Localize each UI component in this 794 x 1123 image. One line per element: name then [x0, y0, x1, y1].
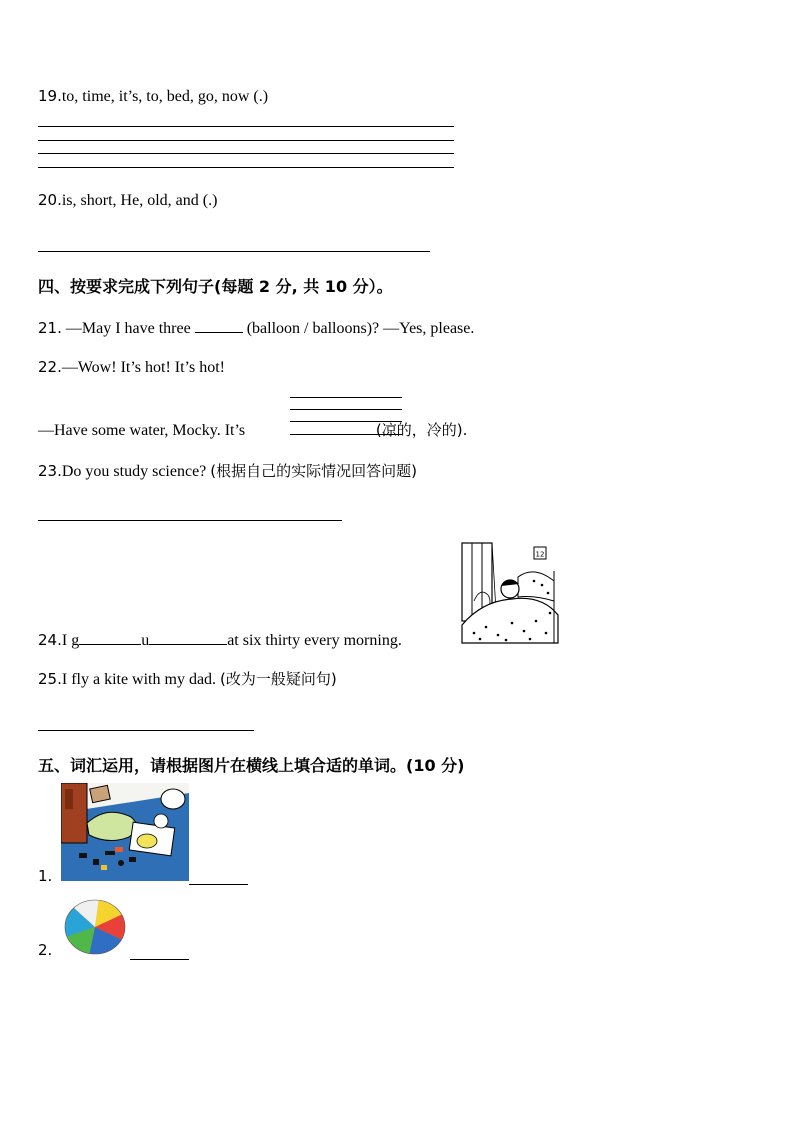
- answer-blank[interactable]: [79, 630, 141, 645]
- question-22-line2: —Have some water, Mocky. It’s (凉的，冷的).: [38, 421, 468, 439]
- question-number: 25.: [38, 670, 62, 688]
- answer-line[interactable]: [130, 959, 189, 960]
- question-number: 21.: [38, 319, 62, 337]
- question-number: 2.: [38, 941, 53, 959]
- section-heading: 四、按要求完成下列句子(每题 2 分, 共 10 分）。: [38, 277, 393, 296]
- vocab-item-1: [38, 869, 52, 885]
- question-text: to, time, it’s, to, bed, go, now (.): [61, 88, 269, 105]
- question-19: [38, 89, 268, 105]
- messy-room-picture: [61, 783, 189, 881]
- question-24: 24.I g u at six thirty every morning.: [38, 631, 402, 649]
- answer-line[interactable]: [38, 251, 430, 252]
- answer-line[interactable]: [290, 409, 402, 410]
- answer-line[interactable]: [189, 884, 248, 885]
- vocab-item-2: [38, 943, 52, 959]
- svg-text:12: 12: [535, 550, 545, 559]
- question-number: 1.: [38, 867, 53, 885]
- boy-in-bed-picture: [460, 541, 560, 645]
- question-22: 22.—Wow! It’s hot! It’s hot!: [38, 358, 225, 376]
- answer-line[interactable]: [38, 167, 454, 168]
- question-number: 20.: [38, 191, 62, 209]
- answer-line[interactable]: [38, 153, 454, 154]
- question-number: 23.: [38, 462, 62, 480]
- answer-blank[interactable]: [195, 318, 243, 333]
- answer-blank[interactable]: [149, 630, 227, 645]
- question-text: is, short, He, old, and (.): [61, 192, 218, 209]
- question-21: 21. —May I have three (balloon / balloons)? —Yes, please.: [38, 319, 475, 337]
- question-23: 23.Do you study science? (根据自己的实际情况回答问题): [38, 462, 417, 480]
- answer-line[interactable]: [38, 126, 454, 127]
- answer-line[interactable]: [38, 520, 342, 521]
- question-25: 25.I fly a kite with my dad. (改为一般疑问句): [38, 670, 337, 688]
- beach-ball-picture: [63, 898, 127, 956]
- answer-line[interactable]: [38, 730, 254, 731]
- answer-line[interactable]: [290, 397, 402, 398]
- question-number: 24.: [38, 631, 62, 649]
- question-20: [38, 193, 217, 209]
- question-number: 22.: [38, 358, 62, 376]
- section-heading: 五、词汇运用，请根据图片在横线上填合适的单词。(10 分): [38, 756, 465, 775]
- answer-line[interactable]: [38, 140, 454, 141]
- question-number: 19.: [38, 87, 62, 105]
